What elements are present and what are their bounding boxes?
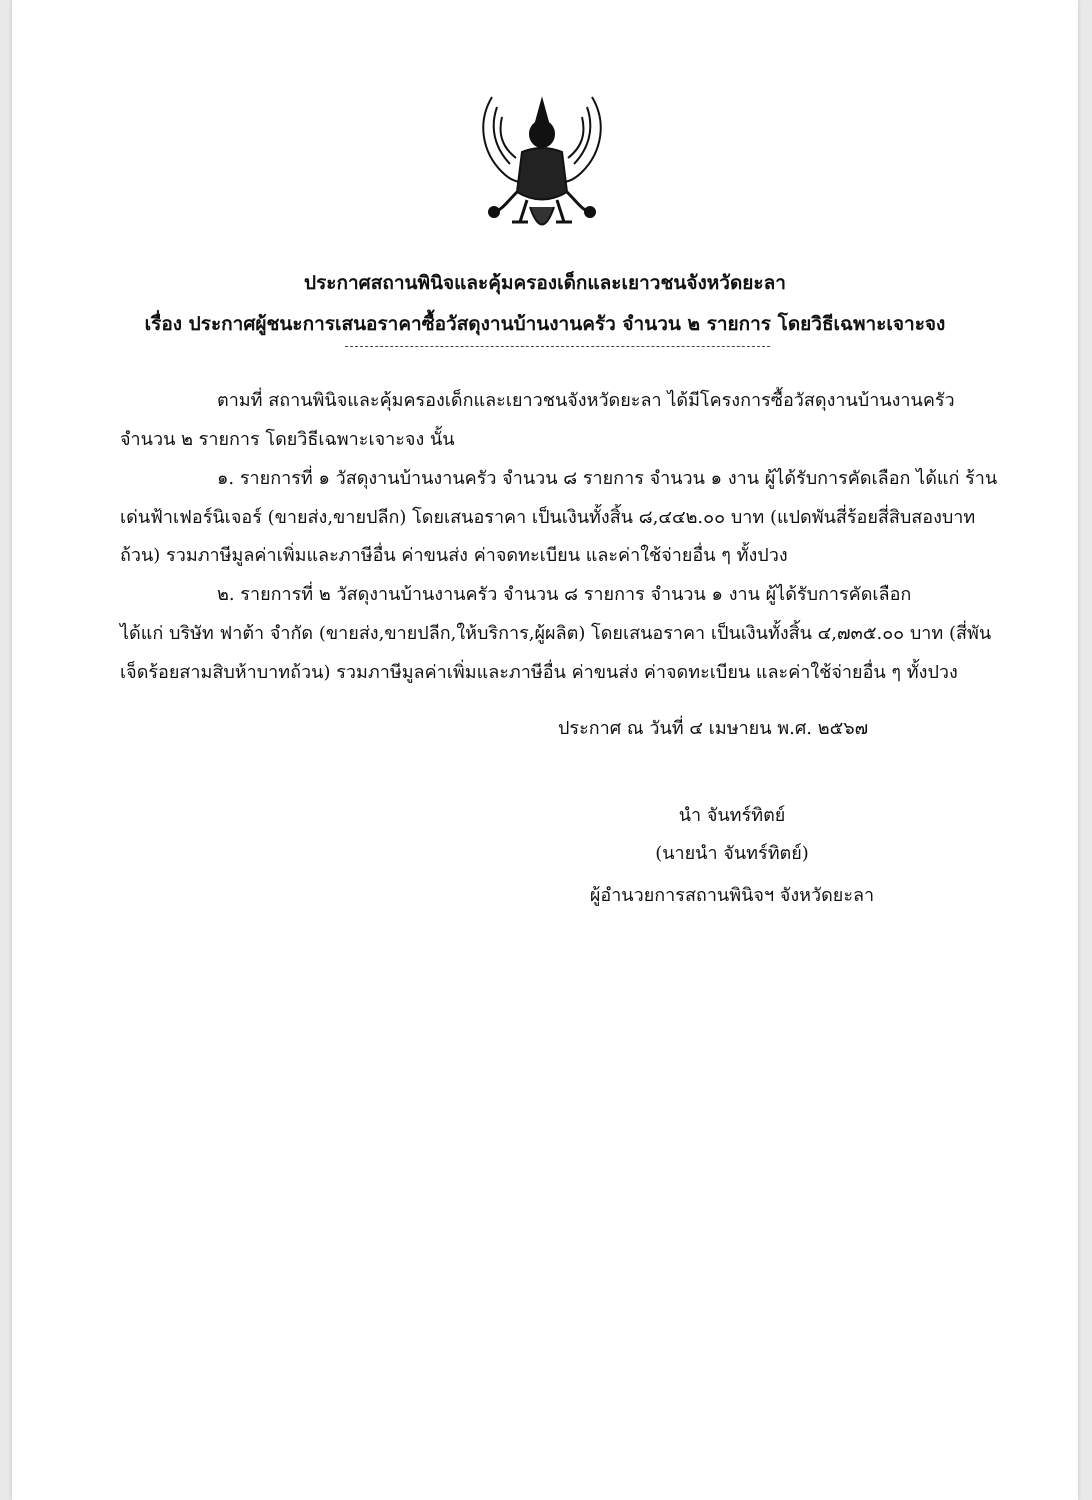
signatory-full-name: (นายนำ จันทร์ทิตย์) [655,843,809,864]
body-line: จำนวน ๒ รายการ โดยวิธีเฉพาะเจาะจง นั้น [120,429,455,450]
body-line: ๒. รายการที่ ๒ วัสดุงานบ้านงานครัว จำนวน ๘ รายการ จำนวน ๑ งาน ผู้ได้รับการคัดเลือก [217,584,912,605]
body-line: เด่นฟ้าเฟอร์นิเจอร์ (ขายส่ง,ขายปลีก) โดยเสนอราคา เป็นเงินทั้งสิ้น ๘,๔๔๒.๐๐ บาท (แปดพันสี่ร้อยสี่สิบสองบาท [120,507,976,528]
body-line: เจ็ดร้อยสามสิบห้าบาทถ้วน) รวมภาษีมูลค่าเพิ่มและภาษีอื่น ค่าขนส่ง ค่าจดทะเบียน และค่าใช้จ่ายอื่น ๆ ทั้งปวง [120,662,958,683]
body-line: ถ้วน) รวมภาษีมูลค่าเพิ่มและภาษีอื่น ค่าขนส่ง ค่าจดทะเบียน และค่าใช้จ่ายอื่น ๆ ทั้งปวง [120,545,788,566]
separator-line [345,346,770,347]
body-line: ตามที่ สถานพินิจและคุ้มครองเด็กและเยาวชนจังหวัดยะลา ได้มีโครงการซื้อวัสดุงานบ้านงานครัว [217,390,955,411]
document-title: ประกาศสถานพินิจและคุ้มครองเด็กและเยาวชนจังหวัดยะลา [304,272,786,294]
document-subject: เรื่อง ประกาศผู้ชนะการเสนอราคาซื้อวัสดุงานบ้านงานครัว จำนวน ๒ รายการ โดยวิธีเฉพาะเจาะจง [144,313,946,335]
garuda-emblem-icon [472,92,612,242]
announcement-date: ประกาศ ณ วันที่ ๔ เมษายน พ.ศ. ๒๕๖๗ [558,718,869,739]
document-content [12,0,1078,1500]
signature-name: นำ จันทร์ทิตย์ [678,805,786,826]
document-page [12,0,1078,1500]
signatory-position: ผู้อำนวยการสถานพินิจฯ จังหวัดยะลา [589,885,875,906]
body-line: ได้แก่ บริษัท ฟาต้า จำกัด (ขายส่ง,ขายปลีก,ให้บริการ,ผู้ผลิต) โดยเสนอราคา เป็นเงินทั้งสิ้น ๔,๗๓๕.๐๐ บาท (สี่พัน [120,623,992,644]
body-line: ๑. รายการที่ ๑ วัสดุงานบ้านงานครัว จำนวน ๘ รายการ จำนวน ๑ งาน ผู้ได้รับการคัดเลือก ได้แก่ ร้าน [217,468,998,489]
